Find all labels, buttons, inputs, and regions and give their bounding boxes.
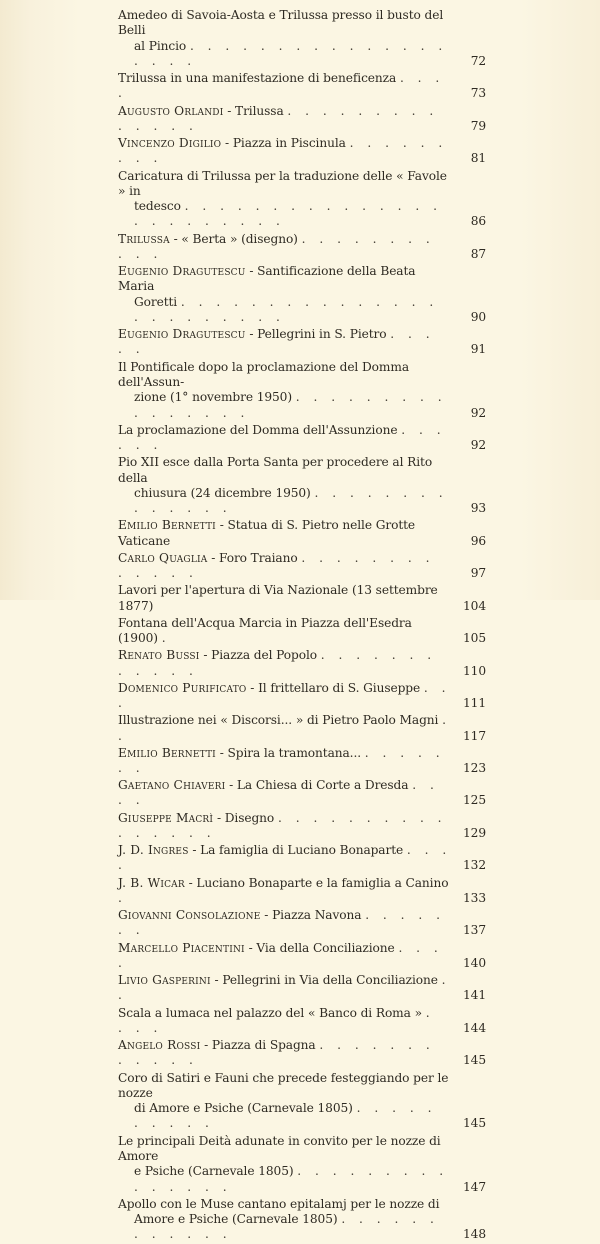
toc-entry — [118, 1038, 486, 1069]
toc-entry — [118, 746, 486, 777]
entry-title-line1-rest: - La famiglia di Luciano Bonaparte — [188, 843, 404, 858]
dot-leader: . . . . — [118, 843, 452, 873]
entry-title-line1-rest: - Luciano Bonaparte e la famiglia a Canino — [184, 875, 449, 890]
entry-author: Vincenzo Digilio — [118, 136, 222, 151]
entry-page-number: 81 — [470, 151, 486, 166]
entry-title — [118, 360, 409, 389]
toc-entry — [118, 843, 486, 874]
entry-title — [118, 104, 284, 118]
entry-title-line2-text: Amore e Psiche (Carnevale 1805) — [134, 1211, 338, 1226]
entry-author: Trilussa — [118, 231, 170, 246]
dot-leader: . . . . . . . . . . . . . . . — [134, 1164, 449, 1194]
entry-author: Renato Bussi — [118, 648, 200, 663]
entry-title — [118, 327, 387, 341]
entry-title-line2 — [118, 1212, 452, 1243]
entry-author: Angelo Rossi — [118, 1038, 201, 1053]
entry-title-line1: Scala a lumaca nel palazzo del « Banco di Roma » — [118, 1005, 422, 1020]
entry-title — [118, 264, 415, 293]
entry-page-number: 90 — [470, 309, 486, 324]
toc-entry — [118, 8, 486, 69]
entry-author: Carlo Quaglia — [118, 550, 208, 565]
entry-title-line1: - Trilussa — [223, 103, 284, 118]
entry-title — [118, 746, 361, 760]
entry-title-line1: - Piazza di Spagna — [200, 1038, 316, 1053]
entry-title-line1: - Piazza Navona — [260, 908, 362, 923]
entry-title-line1: Le principali Deità adunate in convito per le nozze di Amore — [118, 1133, 441, 1163]
entry-title-line1: Fontana dell'Acqua Marcia in Piazza dell'Esedra (1900) — [118, 615, 412, 646]
entry-author: Augusto Orlandi — [118, 103, 224, 118]
entry-page-number: 145 — [463, 1116, 486, 1131]
entry-title — [118, 713, 438, 727]
entry-title-line2 — [118, 199, 452, 230]
dot-leader: . . — [118, 713, 451, 743]
entry-title — [118, 169, 447, 198]
dot-leader: . . . . — [118, 940, 443, 970]
entry-title-line1: Pio XII esce dalla Porta Santa per procedere al Rito della — [118, 455, 433, 485]
toc-entry — [118, 360, 486, 421]
entry-title-line1: - Pellegrini in S. Pietro — [245, 327, 387, 342]
entry-page-number: 141 — [463, 988, 486, 1003]
dot-leader: . . . . . . . . . — [118, 136, 448, 166]
dot-leader: . . . . . . — [118, 422, 446, 453]
entry-title-line2 — [118, 295, 452, 326]
entry-page-number: 97 — [470, 566, 486, 581]
entry-title — [118, 551, 298, 565]
dot-leader: . . — [118, 973, 451, 1003]
dot-leader: . . . . . . . — [118, 908, 446, 938]
entry-author: Marcello Piacentini — [118, 940, 245, 955]
entry-title — [118, 423, 397, 437]
entry-title-line2-text: chiusura (24 dicembre 1950) — [134, 485, 311, 500]
entry-page-number: 105 — [463, 631, 486, 646]
toc-entry — [118, 71, 486, 102]
entry-title — [118, 1197, 439, 1211]
entry-title — [118, 681, 420, 695]
entry-title — [118, 1006, 422, 1020]
entry-page-number: 125 — [463, 793, 486, 808]
entry-title-line1: - La Chiesa di Corte a Dresda — [225, 778, 409, 793]
entry-author: Emilio Bernetti — [118, 745, 216, 760]
dot-leader: . . . . . . . . . . . . — [134, 1211, 439, 1242]
entry-title-line2-text: Goretti — [134, 294, 178, 309]
entry-page-number: 96 — [470, 533, 486, 548]
toc-entry — [118, 327, 486, 358]
toc-entry — [118, 169, 486, 230]
dot-leader: . . . . . . . . . . . . . . . . . . . — [134, 38, 448, 68]
toc-entry — [118, 811, 486, 842]
entry-title — [118, 518, 415, 547]
toc-entry — [118, 551, 486, 582]
toc-entry — [118, 455, 486, 516]
entry-author: Livio Gasperini — [118, 973, 211, 988]
toc-entry — [118, 648, 486, 679]
entry-title-line1: Caricatura di Trilussa per la traduzione delle « Favole » in — [118, 168, 447, 198]
entry-title-line1: - Santificazione della Beata Maria — [118, 264, 416, 294]
entry-title — [118, 1038, 316, 1052]
entry-title-line1: - Piazza in Piscinula — [221, 136, 346, 151]
entry-title — [118, 876, 448, 890]
entry-page-number: 91 — [470, 342, 486, 357]
entry-page-number: 129 — [463, 825, 486, 840]
dot-leader: . . . . . . . . . . . . — [118, 1038, 435, 1068]
entry-author: Emilio Bernetti — [118, 518, 216, 533]
toc-entry — [118, 1134, 486, 1195]
entry-title — [118, 232, 298, 246]
entry-title — [118, 811, 274, 825]
dot-leader: . . . . . . . . . . . . . . — [134, 485, 448, 516]
entry-title-line1: - Il frittellaro di S. Giuseppe — [246, 680, 421, 695]
entry-title-line1: - Spira la tramontana... — [215, 745, 361, 760]
entry-page-number: 140 — [463, 955, 486, 970]
entry-page-number: 133 — [463, 890, 486, 905]
toc-entry — [118, 1197, 486, 1243]
entry-title-line2 — [118, 1101, 452, 1132]
entry-title-line1: - Via della Conciliazione — [244, 940, 395, 955]
dot-leader: . . . . . . . . . . . . . . — [118, 103, 439, 133]
table-of-contents — [118, 8, 486, 1244]
toc-entry — [118, 136, 486, 167]
entry-page-number: 132 — [463, 858, 486, 873]
entry-title-line1: Coro di Satiri e Fauni che precede festeggiando per le nozze — [118, 1070, 449, 1100]
entry-title-line1: Apollo con le Muse cantano epitalamj per le nozze di — [118, 1196, 440, 1211]
entry-page-number: 79 — [470, 118, 486, 133]
toc-entry — [118, 518, 486, 549]
entry-title-line1: Trilussa in una manifestazione di beneficenza — [118, 71, 397, 86]
toc-entry — [118, 778, 486, 809]
toc-entry — [118, 232, 486, 263]
dot-leader: . . . . . . . . . . . . . . . . . . . . . . . . — [134, 294, 439, 324]
toc-entry — [118, 264, 486, 325]
entry-title-line2-text: e Psiche (Carnevale 1805) — [134, 1164, 294, 1179]
entry-title-line2-text: al Pincio — [134, 38, 187, 53]
entry-author: Domenico Purificato — [118, 680, 247, 695]
toc-entry — [118, 713, 486, 744]
entry-title-line2 — [118, 486, 452, 517]
toc-entry — [118, 1071, 486, 1132]
toc-entry — [118, 908, 486, 939]
toc-entry — [118, 583, 486, 614]
entry-title — [118, 136, 346, 150]
entry-page-number: 93 — [470, 501, 486, 516]
entry-page-number: 148 — [463, 1227, 486, 1242]
entry-title-line1: Illustrazione nei « Discorsi... » di Pietro Paolo Magni — [118, 713, 439, 728]
entry-title-line1: - Pellegrini in Via della Conciliazione — [210, 973, 438, 988]
toc-entry — [118, 423, 486, 454]
entry-title-line2 — [118, 1164, 452, 1195]
dot-leader: . . . . — [118, 71, 445, 101]
dot-leader: . . . . . . . . . . — [134, 1101, 437, 1131]
entry-title — [118, 908, 361, 922]
entry-author: Gaetano Chiaveri — [118, 778, 226, 793]
dot-leader: . . . . — [118, 1005, 435, 1035]
dot-leader: . — [161, 631, 171, 646]
entry-title-line2-text: tedesco — [134, 199, 181, 214]
entry-author: Giuseppe Macrì — [118, 810, 214, 825]
entry-title — [118, 973, 438, 987]
entry-title — [118, 71, 396, 85]
entry-title-line2 — [118, 390, 452, 421]
entry-title-line1: - Piazza del Popolo — [199, 648, 317, 663]
entry-title — [118, 843, 403, 857]
entry-title-line2 — [118, 39, 452, 70]
entry-page-number: 144 — [463, 1020, 486, 1035]
entry-author: Eugenio Dragutescu — [118, 327, 246, 342]
entry-title-line1: J. D. Ingres — [118, 843, 189, 858]
entry-title-line1: Il Pontificale dopo la proclamazione del Domma dell'Assun- — [118, 359, 409, 389]
dot-leader: . . . . . . . . . . . . . . . . — [134, 390, 447, 420]
entry-title — [118, 583, 438, 612]
entry-title — [118, 648, 317, 662]
dot-leader: . . . . . . . . . . . — [118, 231, 435, 261]
entry-author: Eugenio Dragutescu — [118, 264, 246, 279]
dot-leader: . . . . . . . — [118, 745, 445, 775]
entry-title — [118, 941, 395, 955]
toc-entry — [118, 1006, 486, 1037]
entry-page-number: 147 — [463, 1179, 486, 1194]
toc-entry — [118, 616, 486, 647]
dot-leader: . . . . . . . . . . . . . . . . . . . . . . . . — [134, 199, 442, 229]
entry-title — [118, 1071, 448, 1100]
toc-entry — [118, 104, 486, 135]
entry-page-number: 92 — [470, 438, 486, 453]
dot-leader: . . . . . . . . . . . . — [118, 648, 437, 678]
dot-leader: . . . . — [118, 778, 439, 808]
dot-leader: . . . — [118, 680, 451, 711]
entry-title-line1: - « Berta » (disegno) — [169, 231, 298, 246]
entry-title-line1: - Disegno — [213, 810, 275, 825]
entry-page-number: 104 — [463, 598, 486, 613]
entry-page-number: 110 — [463, 663, 486, 678]
entry-title — [118, 8, 443, 37]
entry-page-number: 145 — [463, 1053, 486, 1068]
entry-page-number: 111 — [463, 696, 486, 711]
dot-leader: . — [118, 890, 127, 905]
entry-title — [118, 455, 432, 484]
toc-entry — [118, 973, 486, 1004]
entry-page-number: 73 — [470, 86, 486, 101]
dot-leader: . . . . . . . . . . . . . . . . — [118, 810, 447, 840]
dot-leader: . . . . . — [118, 327, 435, 357]
entry-author: Giovanni Consolazione — [118, 908, 261, 923]
entry-page-number: 87 — [470, 246, 486, 261]
entry-title-line1: La proclamazione del Domma dell'Assunzione — [118, 422, 398, 437]
entry-page-number: 86 — [470, 214, 486, 229]
entry-title-line2-text: zione (1° novembre 1950) — [134, 390, 292, 405]
entry-page-number: 123 — [463, 760, 486, 775]
toc-entry — [118, 681, 486, 712]
entry-title-line1: Lavori per l'apertura di Via Nazionale (13 settembre 1877) — [118, 583, 438, 613]
entry-page-number: 72 — [470, 53, 486, 68]
entry-page-number: 117 — [463, 728, 486, 743]
entry-title-line2-text: di Amore e Psiche (Carnevale 1805) — [134, 1101, 353, 1116]
entry-title-line1: - Statua di S. Pietro nelle Grotte Vaticane — [118, 518, 416, 548]
dot-leader: . . . . . . . . . . . . . — [118, 550, 435, 581]
entry-page-number: 92 — [470, 405, 486, 420]
entry-page-number: 137 — [463, 923, 486, 938]
entry-title — [118, 778, 408, 792]
entry-title — [118, 1134, 441, 1163]
entry-title-line1: Amedeo di Savoia-Aosta e Trilussa presso il busto del Belli — [118, 8, 444, 38]
entry-title-line1: - Foro Traiano — [207, 550, 298, 565]
toc-entry — [118, 876, 486, 907]
toc-entry — [118, 941, 486, 972]
entry-title-line1: J. B. Wicar — [118, 875, 185, 890]
